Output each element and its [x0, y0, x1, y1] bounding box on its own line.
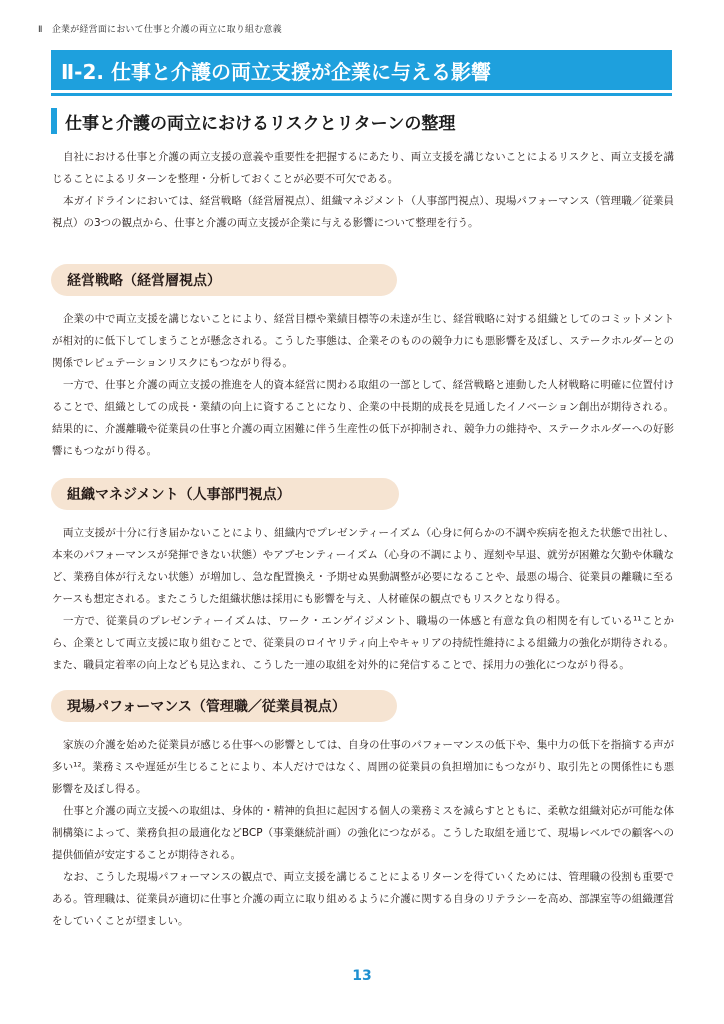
section-2-paragraph-2: 一方で、従業員のプレゼンティーイズムは、ワーク・エンゲイジメント、職場の一体感と有意な負の相関を有している¹¹ことから、企業として両立支援に取り組むことで、従業員のロイヤリティ向上やキャリアの持続性維持による組織力の強化が期待される。また、職員定着率の向上なども見込まれ、こうした一連の取組を対外的に発信することで、採用力の強化につながり得る。	[52, 615, 674, 671]
section-title: Ⅱ-2. 仕事と介護の両立支援が企業に与える影響	[61, 59, 491, 84]
section-1-paragraph-2: 一方で、仕事と介護の両立支援の推進を人的資本経営に関わる取組の一部として、経営戦略と連動した人材戦略に明確に位置付けることで、組織としての成長・業績の向上に資することになり、企業の中長期的成長を見通したイノベーション創出が期待される。結果的に、介護離職や従業員の仕事と介護の両立困難に伴う生産性の低下が抑制され、競争力の維持や、ステークホルダーへの好影響にもつながり得る。	[52, 379, 674, 457]
subheading-text: 仕事と介護の両立におけるリスクとリターンの整理	[65, 113, 456, 134]
intro-paragraph-2: 本ガイドラインにおいては、経営戦略（経営層視点）、組織マネジメント（人事部門視点）、現場パフォーマンス（管理職／従業員視点）の3つの観点から、仕事と介護の両立支援が企業に与える影響について整理を行う。	[52, 195, 674, 229]
title-divider	[51, 93, 672, 96]
section-3-paragraph-3: なお、こうした現場パフォーマンスの観点で、両立支援を講じることによるリターンを得ていくためには、管理職の役割も重要である。管理職は、従業員が適切に仕事と介護の両立に取り組めるように介護に関する自身のリテラシーを高め、部課室等の組織運営をしていくことが望ましい。	[52, 871, 674, 927]
section-3-paragraph-1: 家族の介護を始めた従業員が感じる仕事への影響としては、自身の仕事のパフォーマンスの低下や、集中力の低下を指摘する声が多い¹²。業務ミスや遅延が生じることにより、本人だけではなく、周囲の従業員の負担増加にもつながり、取引先との関係性にも悪影響を及ぼし得る。	[52, 739, 674, 795]
section-1-paragraph-1: 企業の中で両立支援を講じないことにより、経営目標や業績目標等の未達が生じ、経営戦略に対する組織としてのコミットメントが相対的に低下してしまうことが懸念される。こうした事態は、企業そのものの競争力にも悪影響を及ぼし、ステークホルダーとの関係でレピュテーションリスクにもつながり得る。	[52, 313, 674, 369]
section-3-paragraph-2: 仕事と介護の両立支援への取組は、身体的・精神的負担に起因する個人の業務ミスを減らすとともに、柔軟な組織対応が可能な体制構築によって、業務負担の最適化などBCP（事業継続計画）の強化につながる。こうした取組を通じて、現場レベルでの顧客への提供価値が安定することが期待される。	[52, 805, 674, 861]
subheading	[51, 108, 455, 134]
section-heading-pill-2	[51, 478, 399, 510]
running-header: Ⅱ 企業が経営面において仕事と介護の両立に取り組む意義	[38, 25, 282, 35]
section-title-bar	[51, 50, 672, 90]
section-heading-2: 組織マネジメント（人事部門視点）	[67, 487, 291, 503]
section-heading-3: 現場パフォーマンス（管理職／従業員視点）	[67, 699, 346, 715]
section-heading-1: 経営戦略（経営層視点）	[67, 273, 221, 289]
section-heading-pill-1	[51, 264, 397, 296]
page-number: 13	[352, 968, 372, 984]
intro-paragraph-1: 自社における仕事と介護の両立支援の意義や重要性を把握するにあたり、両立支援を講じないことによるリスクと、両立支援を講じることによるリターンを整理・分析しておくことが必要不可欠である。	[52, 151, 674, 185]
section-2-paragraph-1: 両立支援が十分に行き届かないことにより、組織内でプレゼンティーイズム（心身に何らかの不調や疾病を抱えた状態で出社し、本来のパフォーマンスが発揮できない状態）やアブセンティーイズム（心身の不調により、遅刻や早退、就労が困難な欠勤や休職など、業務自体が行えない状態）が増加し、急な配置換え・予期せぬ異動調整が必要になることや、最悪の場合、従業員の離職に至るケースも想定される。またこうした組織状態は採用にも影響を与え、人材確保の観点でもリスクとなり得る。	[52, 527, 674, 605]
section-heading-pill-3	[51, 690, 397, 722]
